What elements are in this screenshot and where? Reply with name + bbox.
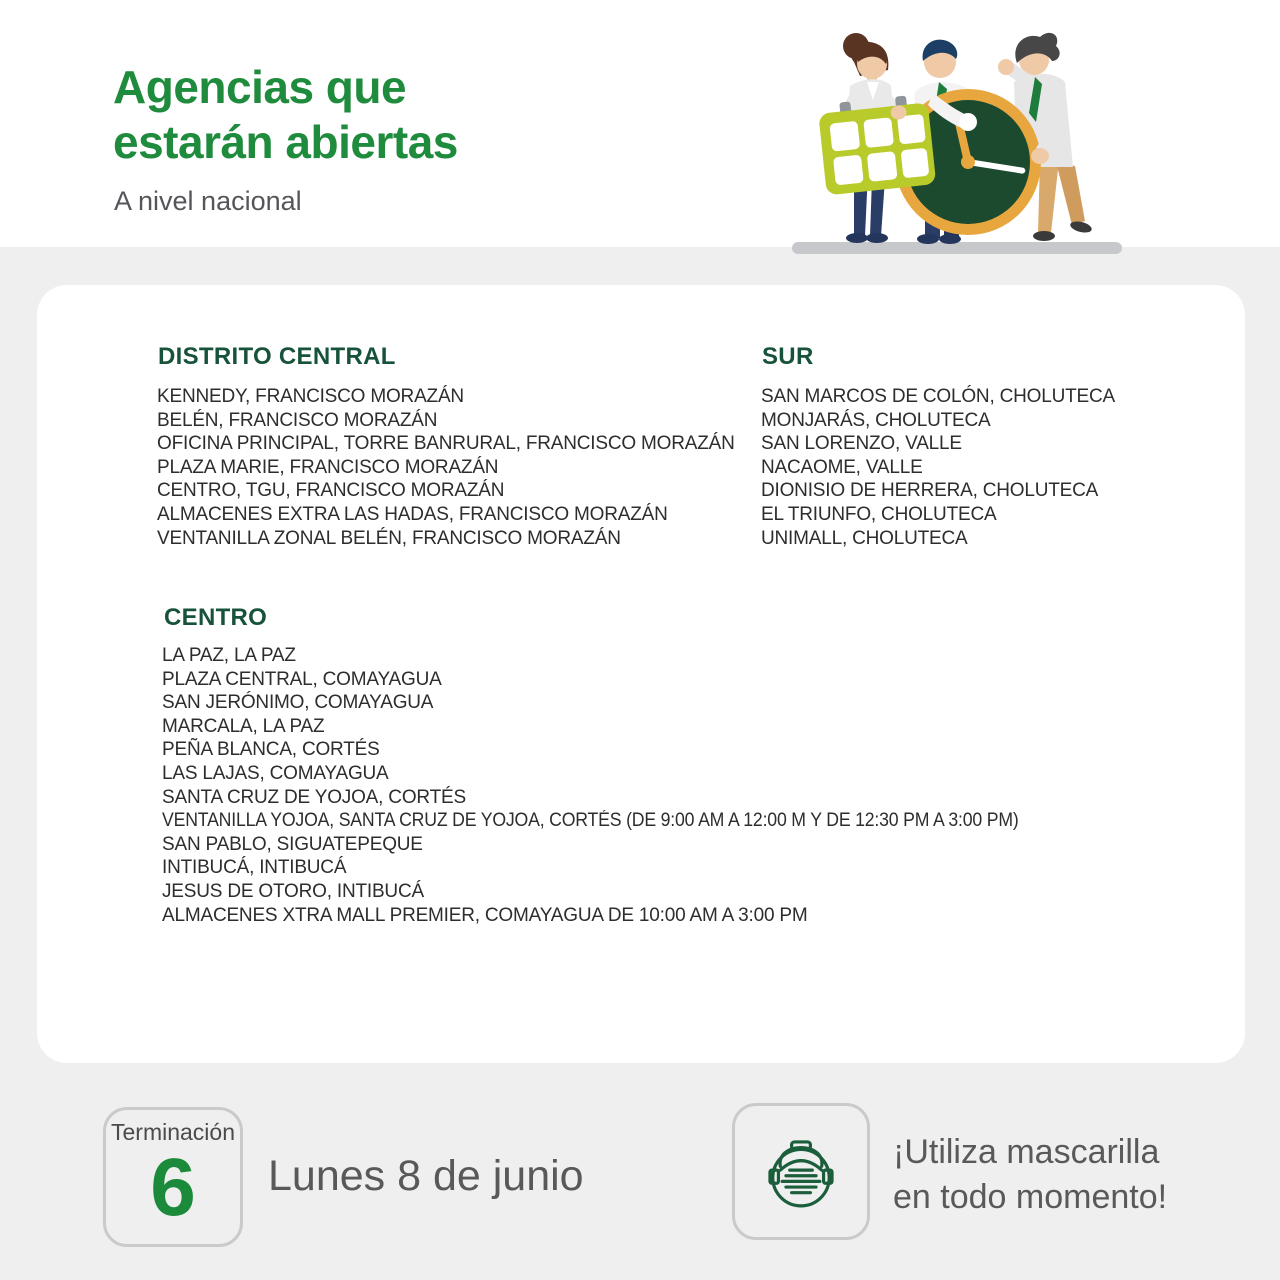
- section-heading-distrito-central: DISTRITO CENTRAL: [158, 343, 396, 370]
- mask-message-line2: en todo momento!: [893, 1178, 1168, 1216]
- agency-item: PEÑA BLANCA, CORTÉS: [162, 739, 380, 761]
- agency-item: NACAOME, VALLE: [761, 456, 923, 478]
- event-date: Lunes 8 de junio: [268, 1152, 584, 1200]
- agencies-card: [37, 285, 1245, 1063]
- agency-item: VENTANILLA YOJOA, SANTA CRUZ DE YOJOA, CORTÉS (DE 9:00 AM A 12:00 M Y DE 12:30 PM A 3:00 PM): [162, 810, 1019, 832]
- right-person-hand: [1031, 148, 1049, 164]
- agency-item: MARCALA, LA PAZ: [162, 715, 325, 737]
- agency-item: BELÉN, FRANCISCO MORAZÁN: [157, 409, 438, 431]
- n95-mask-icon: [754, 1125, 848, 1219]
- agency-item: INTIBUCÁ, INTIBUCÁ: [162, 857, 347, 879]
- agency-list-sur: [761, 385, 1115, 550]
- agency-item: EL TRIUNFO, CHOLUTECA: [761, 503, 997, 525]
- people-clock-calendar-illustration: [788, 20, 1130, 260]
- agency-item: ALMACENES XTRA MALL PREMIER, COMAYAGUA DE 10:00 AM A 3:00 PM: [162, 904, 808, 926]
- calendar-graphic: [817, 93, 936, 195]
- agency-item: PLAZA MARIE, FRANCISCO MORAZÁN: [157, 456, 499, 478]
- termination-label: Terminación: [111, 1119, 235, 1145]
- agency-list-centro: [162, 644, 1083, 927]
- agency-item: PLAZA CENTRAL, COMAYAGUA: [162, 668, 442, 690]
- agency-item: SANTA CRUZ DE YOJOA, CORTÉS: [162, 786, 466, 808]
- mask-box: [732, 1103, 870, 1240]
- section-heading-sur: SUR: [762, 343, 814, 370]
- agency-item: UNIMALL, CHOLUTECA: [761, 527, 968, 549]
- agency-item: LA PAZ, LA PAZ: [162, 645, 296, 666]
- termination-box: [103, 1107, 243, 1247]
- mask-message: [893, 1130, 1167, 1220]
- page-title: [113, 60, 458, 170]
- agency-list-distrito-central: [157, 385, 735, 550]
- agency-item: SAN MARCOS DE COLÓN, CHOLUTECA: [761, 386, 1115, 407]
- agency-item: OFICINA PRINCIPAL, TORRE BANRURAL, FRANCISCO MORAZÁN: [157, 433, 735, 455]
- page-title-line2: estarán abiertas: [113, 116, 458, 168]
- agency-item: VENTANILLA ZONAL BELÉN, FRANCISCO MORAZÁN: [157, 527, 621, 549]
- man-fist: [959, 113, 977, 131]
- page-subtitle: A nivel nacional: [114, 186, 302, 216]
- agency-item: MONJARÁS, CHOLUTECA: [761, 409, 991, 431]
- agency-item: SAN PABLO, SIGUATEPEQUE: [162, 833, 423, 855]
- agency-item: ALMACENES EXTRA LAS HADAS, FRANCISCO MORAZÁN: [157, 503, 668, 525]
- termination-number: 6: [150, 1142, 196, 1233]
- agency-item: SAN LORENZO, VALLE: [761, 433, 962, 455]
- agency-item: SAN JERÓNIMO, COMAYAGUA: [162, 692, 434, 714]
- section-heading-centro: CENTRO: [164, 604, 268, 631]
- agency-item: DIONISIO DE HERRERA, CHOLUTECA: [761, 480, 1099, 502]
- agency-item: KENNEDY, FRANCISCO MORAZÁN: [157, 386, 464, 407]
- ground-shadow: [792, 242, 1122, 254]
- page-title-line1: Agencias que: [113, 61, 407, 113]
- mask-message-line1: ¡Utiliza mascarilla: [893, 1133, 1160, 1171]
- agency-item: JESUS DE OTORO, INTIBUCÁ: [162, 880, 424, 902]
- agency-item: CENTRO, TGU, FRANCISCO MORAZÁN: [157, 480, 505, 502]
- agency-item: LAS LAJAS, COMAYAGUA: [162, 762, 389, 784]
